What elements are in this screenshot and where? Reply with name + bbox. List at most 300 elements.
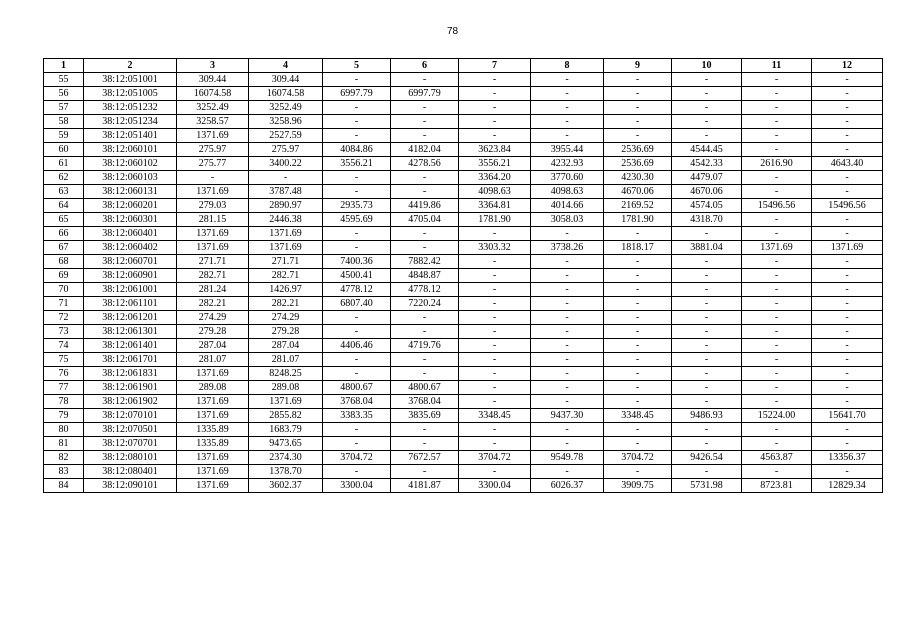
table-cell: 3704.72 [459,451,531,465]
table-cell: - [742,115,812,129]
table-cell: 38:12:060401 [84,227,177,241]
table-cell: - [672,465,742,479]
table-cell: - [323,129,391,143]
table-cell: - [531,255,604,269]
table-cell: 4542.33 [672,157,742,171]
table-cell: 274.29 [177,311,249,325]
page-number: 78 [446,26,459,37]
table-cell: 84 [44,479,84,493]
table-cell: 281.07 [177,353,249,367]
table-cell: 76 [44,367,84,381]
table-cell: - [742,353,812,367]
table-cell: 279.28 [249,325,323,339]
table-cell: - [531,87,604,101]
table-cell: 2935.73 [323,199,391,213]
table-cell: 4098.63 [531,185,604,199]
table-cell: - [391,171,459,185]
table-cell: - [323,437,391,451]
table-cell: 38:12:060402 [84,241,177,255]
table-cell: 4719.76 [391,339,459,353]
table-cell: 56 [44,87,84,101]
table-cell: - [531,115,604,129]
table-cell: - [812,437,883,451]
table-cell: - [672,437,742,451]
table-cell: 3364.20 [459,171,531,185]
table-cell: - [742,143,812,157]
table-cell: 4670.06 [604,185,672,199]
table-cell: 4595.69 [323,213,391,227]
table-cell: - [323,311,391,325]
table-cell: - [459,325,531,339]
table-cell: 279.03 [177,199,249,213]
table-cell: - [391,129,459,143]
table-cell: - [531,101,604,115]
table-cell: - [391,325,459,339]
table-cell: 7400.36 [323,255,391,269]
table-cell: - [742,213,812,227]
table-cell: 3770.60 [531,171,604,185]
table-cell: 9549.78 [531,451,604,465]
table-cell: 4800.67 [323,381,391,395]
table-cell: 1371.69 [177,451,249,465]
table-cell: - [672,353,742,367]
table-row [44,115,883,129]
table-cell: 3252.49 [177,101,249,115]
table-cell: - [323,465,391,479]
column-header: 11 [742,59,812,73]
table-cell: 4778.12 [323,283,391,297]
table-cell: 4084.86 [323,143,391,157]
table-cell: 38:12:051401 [84,129,177,143]
table-cell: 7672.57 [391,451,459,465]
table-cell: - [323,185,391,199]
table-body [44,73,883,493]
table-cell: - [742,297,812,311]
table-row [44,101,883,115]
table-row [44,283,883,297]
table-cell: 1371.69 [177,395,249,409]
table-cell: 81 [44,437,84,451]
table-cell: 1335.89 [177,423,249,437]
table-cell: 4574.05 [672,199,742,213]
table-cell: - [531,395,604,409]
table-cell: - [391,353,459,367]
table-cell: 63 [44,185,84,199]
table-cell: - [459,465,531,479]
table-cell: - [531,227,604,241]
table-row [44,87,883,101]
table-cell: - [604,311,672,325]
table-cell: 2855.82 [249,409,323,423]
table-cell: 15641.70 [812,409,883,423]
table-cell: 38:12:051005 [84,87,177,101]
column-header: 8 [531,59,604,73]
table-cell: 69 [44,269,84,283]
table-cell: 1371.69 [249,227,323,241]
table-cell: - [812,283,883,297]
table-cell: - [812,423,883,437]
table-cell: - [531,129,604,143]
table-cell: 4278.56 [391,157,459,171]
table-cell: 62 [44,171,84,185]
table-cell: 2446.38 [249,213,323,227]
table-cell: 4406.46 [323,339,391,353]
table-cell: - [604,255,672,269]
table-cell: 4544.45 [672,143,742,157]
table-cell: - [812,367,883,381]
table-cell: 55 [44,73,84,87]
table-cell: - [459,353,531,367]
table-cell: - [391,437,459,451]
table-cell: 38:12:070701 [84,437,177,451]
table-cell: - [604,101,672,115]
table-cell: 1335.89 [177,437,249,451]
table-cell: - [459,311,531,325]
table-cell: 4419.86 [391,199,459,213]
table-cell: 1371.69 [177,241,249,255]
table-cell: 68 [44,255,84,269]
table-cell: 287.04 [177,339,249,353]
table-cell: - [531,269,604,283]
table-cell: 15496.56 [812,199,883,213]
table-cell: - [742,339,812,353]
table-cell: - [391,311,459,325]
table-cell: 71 [44,297,84,311]
table-cell: 4098.63 [459,185,531,199]
table-cell: - [391,185,459,199]
table-cell: - [604,325,672,339]
table-cell: 1371.69 [177,129,249,143]
table-cell: 4800.67 [391,381,459,395]
table-cell: 1371.69 [177,465,249,479]
table-cell: 1781.90 [459,213,531,227]
column-header: 6 [391,59,459,73]
table-cell: 83 [44,465,84,479]
column-header: 9 [604,59,672,73]
table-cell: 3787.48 [249,185,323,199]
table-row [44,213,883,227]
table-cell: - [812,213,883,227]
table-cell: 3364.81 [459,199,531,213]
table-cell: - [812,395,883,409]
table-cell: 3258.96 [249,115,323,129]
table-cell: - [323,227,391,241]
table-cell: - [531,311,604,325]
table-cell: - [672,297,742,311]
table-cell: - [391,241,459,255]
table-cell: - [672,73,742,87]
table-cell: 75 [44,353,84,367]
table-cell: 38:12:060103 [84,171,177,185]
table-cell: - [531,353,604,367]
table-cell: 3058.03 [531,213,604,227]
table-cell: 38:12:090101 [84,479,177,493]
table-cell: - [812,227,883,241]
table-cell: - [604,129,672,143]
table-cell: 3623.84 [459,143,531,157]
table-cell: 3383.35 [323,409,391,423]
table-cell: 1683.79 [249,423,323,437]
table-cell: - [604,297,672,311]
table-cell: - [742,325,812,339]
table-cell: 4181.87 [391,479,459,493]
table-cell: 12829.34 [812,479,883,493]
table-cell: 38:12:060102 [84,157,177,171]
table-cell: - [459,129,531,143]
table-cell: - [812,87,883,101]
table-cell: 309.44 [249,73,323,87]
table-cell: 271.71 [249,255,323,269]
table-cell: - [604,87,672,101]
table-cell: - [812,101,883,115]
table-cell: - [812,311,883,325]
table-cell: 3955.44 [531,143,604,157]
table-cell: 4705.04 [391,213,459,227]
table-cell: 80 [44,423,84,437]
table-cell: - [742,367,812,381]
table-cell: 38:12:061301 [84,325,177,339]
table-cell: - [604,353,672,367]
table-cell: - [323,115,391,129]
table-cell: - [604,437,672,451]
table-cell: 2890.97 [249,199,323,213]
table-cell: - [672,325,742,339]
table-cell: - [672,101,742,115]
table-cell: - [531,297,604,311]
column-header: 1 [44,59,84,73]
table-cell: 82 [44,451,84,465]
table-cell: 1371.69 [177,367,249,381]
table-cell: 61 [44,157,84,171]
table-cell: 73 [44,325,84,339]
table-cell: - [672,381,742,395]
table-cell: 3300.04 [323,479,391,493]
table-cell: - [391,367,459,381]
table-cell: - [742,227,812,241]
table-cell: 3400.22 [249,157,323,171]
table-cell: 279.28 [177,325,249,339]
table-cell: 4182.04 [391,143,459,157]
table-cell: - [323,325,391,339]
table-cell: 58 [44,115,84,129]
table-cell: - [531,465,604,479]
table-cell: - [604,423,672,437]
column-header: 7 [459,59,531,73]
table-cell: 275.77 [177,157,249,171]
table-cell: 8248.25 [249,367,323,381]
table-cell: 38:12:070101 [84,409,177,423]
table-cell: - [391,101,459,115]
table-cell: 282.21 [249,297,323,311]
table-row [44,381,883,395]
table-row [44,171,883,185]
table-cell: 38:12:051232 [84,101,177,115]
table-cell: 4563.87 [742,451,812,465]
table-cell: 4500.41 [323,269,391,283]
table-cell: 6997.79 [323,87,391,101]
table-cell: - [742,395,812,409]
table-cell: 38:12:061831 [84,367,177,381]
table-cell: 77 [44,381,84,395]
table-cell: 38:12:060201 [84,199,177,213]
table-cell: 38:12:061401 [84,339,177,353]
table-cell: - [742,185,812,199]
table-cell: 16074.58 [177,87,249,101]
table-cell: - [391,423,459,437]
table-cell: - [742,269,812,283]
table-cell: - [742,465,812,479]
table-cell: 38:12:051001 [84,73,177,87]
table-cell: - [672,423,742,437]
table-cell: 289.08 [177,381,249,395]
table-row [44,451,883,465]
table-cell: - [323,353,391,367]
table-cell: - [604,395,672,409]
table-cell: - [604,115,672,129]
table-cell: - [531,325,604,339]
column-header: 3 [177,59,249,73]
table-row [44,409,883,423]
table-cell: - [459,255,531,269]
column-header: 2 [84,59,177,73]
table-cell: 38:12:051234 [84,115,177,129]
table-cell: - [812,73,883,87]
table-cell: - [459,423,531,437]
table-cell: 38:12:061701 [84,353,177,367]
table-cell: - [672,339,742,353]
table-cell: 282.21 [177,297,249,311]
table-cell: - [742,423,812,437]
table-cell: - [459,297,531,311]
table-cell: 38:12:061101 [84,297,177,311]
table-cell: - [812,129,883,143]
table-row [44,395,883,409]
table-cell: 2374.30 [249,451,323,465]
table-cell: - [459,227,531,241]
table-cell: 3909.75 [604,479,672,493]
table-row [44,241,883,255]
table-cell: 67 [44,241,84,255]
table-cell: 275.97 [249,143,323,157]
table-cell: - [604,367,672,381]
table-cell: 57 [44,101,84,115]
table-cell: 3704.72 [323,451,391,465]
table-cell: 4643.40 [812,157,883,171]
table-cell: 3348.45 [459,409,531,423]
table-cell: - [742,283,812,297]
table-cell: 38:12:061902 [84,395,177,409]
table-cell: - [672,255,742,269]
table-cell: 2527.59 [249,129,323,143]
table-cell: 1781.90 [604,213,672,227]
table-cell: 3835.69 [391,409,459,423]
table-cell: - [323,367,391,381]
table-cell: 3602.37 [249,479,323,493]
table-cell: - [531,381,604,395]
table-cell: 9437.30 [531,409,604,423]
table-cell: 1371.69 [177,185,249,199]
table-cell: 1371.69 [812,241,883,255]
table-cell: 4778.12 [391,283,459,297]
table-cell: 60 [44,143,84,157]
table-cell: - [812,115,883,129]
table-cell: 59 [44,129,84,143]
table-cell: - [604,269,672,283]
table-cell: 281.24 [177,283,249,297]
table-cell: - [672,227,742,241]
table-cell: 16074.58 [249,87,323,101]
table-cell: - [459,101,531,115]
table-row [44,143,883,157]
table-cell: - [672,311,742,325]
table-cell: - [391,73,459,87]
table-cell: - [531,367,604,381]
table-cell: - [604,227,672,241]
table-cell: 38:12:060701 [84,255,177,269]
table-cell: - [812,297,883,311]
table-cell: 38:12:070501 [84,423,177,437]
table-cell: 38:12:061201 [84,311,177,325]
table-cell: 72 [44,311,84,325]
table-cell: 1371.69 [742,241,812,255]
table-cell: 3348.45 [604,409,672,423]
table-row [44,227,883,241]
table-cell: - [742,437,812,451]
table-cell: 7220.24 [391,297,459,311]
table-cell: - [604,381,672,395]
table-cell: 4232.93 [531,157,604,171]
table-cell: - [812,339,883,353]
table-cell: - [672,395,742,409]
table-cell: 38:12:060901 [84,269,177,283]
table-cell: - [672,367,742,381]
table-row [44,423,883,437]
table-cell: - [323,73,391,87]
table-cell: - [531,437,604,451]
table-row [44,311,883,325]
table-cell: 5731.98 [672,479,742,493]
table-cell: - [531,339,604,353]
column-header: 5 [323,59,391,73]
table-cell: 3768.04 [323,395,391,409]
table-cell: - [812,325,883,339]
table-row [44,437,883,451]
table-row [44,367,883,381]
table-cell: 282.71 [249,269,323,283]
table-cell: 65 [44,213,84,227]
table-cell: - [531,73,604,87]
table-cell: - [604,283,672,297]
table-cell: 9426.54 [672,451,742,465]
table-cell: 282.71 [177,269,249,283]
table-cell: - [459,437,531,451]
table-cell: - [812,465,883,479]
table-cell: - [812,353,883,367]
table-cell: 3252.49 [249,101,323,115]
table-cell: - [742,73,812,87]
table-cell: 1378.70 [249,465,323,479]
table-row [44,339,883,353]
data-table [43,58,883,493]
table-cell: 38:12:061001 [84,283,177,297]
table-cell: - [742,255,812,269]
table-cell: 2536.69 [604,157,672,171]
table-cell: - [812,381,883,395]
table-cell: - [323,423,391,437]
table-cell: - [672,283,742,297]
table-cell: 271.71 [177,255,249,269]
table-row [44,325,883,339]
